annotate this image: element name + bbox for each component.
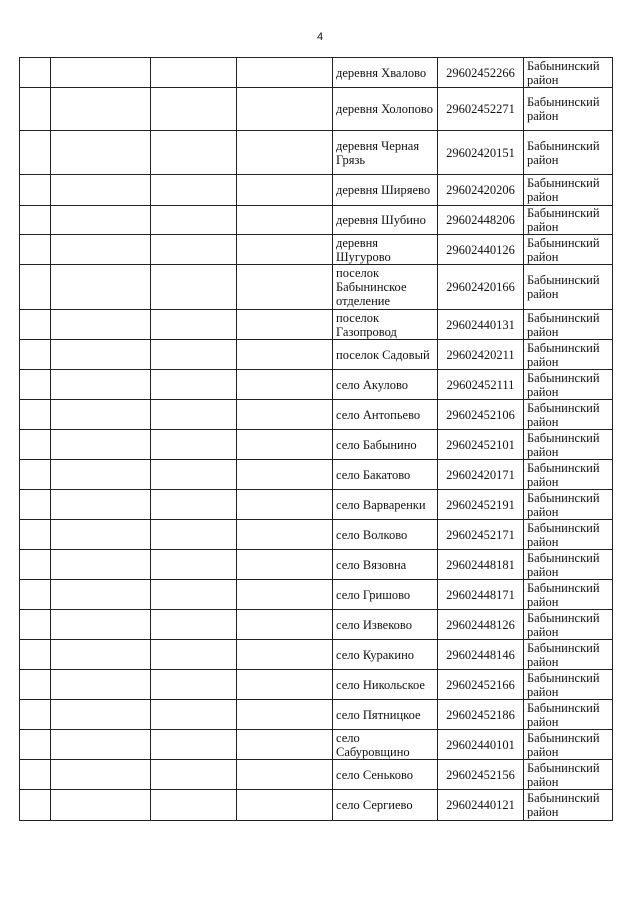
empty-cell (20, 640, 51, 670)
empty-cell (237, 430, 333, 460)
empty-cell (237, 460, 333, 490)
oktmo-code-cell: 29602452106 (438, 400, 524, 430)
oktmo-code-cell: 29602420211 (438, 340, 524, 370)
district-cell: Бабынинский район (524, 790, 613, 821)
empty-cell (237, 550, 333, 580)
district-cell: Бабынинский район (524, 58, 613, 88)
empty-cell (51, 490, 151, 520)
empty-cell (151, 175, 237, 206)
settlement-name-cell: село Бабынино (333, 430, 438, 460)
district-cell: Бабынинский район (524, 460, 613, 490)
table-row (20, 580, 613, 610)
empty-cell (237, 310, 333, 340)
empty-cell (237, 370, 333, 400)
empty-cell (237, 265, 333, 310)
empty-cell (20, 175, 51, 206)
empty-cell (20, 235, 51, 265)
empty-cell (20, 430, 51, 460)
empty-cell (151, 760, 237, 790)
empty-cell (51, 175, 151, 206)
empty-cell (151, 610, 237, 640)
empty-cell (51, 400, 151, 430)
table-row (20, 265, 613, 310)
oktmo-code-cell: 29602448181 (438, 550, 524, 580)
empty-cell (237, 730, 333, 760)
district-cell: Бабынинский район (524, 520, 613, 550)
district-cell: Бабынинский район (524, 430, 613, 460)
empty-cell (20, 265, 51, 310)
empty-cell (20, 400, 51, 430)
district-cell: Бабынинский район (524, 265, 613, 310)
district-cell: Бабынинский район (524, 700, 613, 730)
table-row (20, 730, 613, 760)
empty-cell (51, 790, 151, 821)
empty-cell (20, 460, 51, 490)
empty-cell (151, 790, 237, 821)
page-number: 4 (316, 31, 324, 43)
empty-cell (151, 235, 237, 265)
table-row (20, 206, 613, 235)
district-cell: Бабынинский район (524, 370, 613, 400)
empty-cell (20, 670, 51, 700)
empty-cell (151, 550, 237, 580)
settlement-name-cell: деревня Холопово (333, 88, 438, 131)
empty-cell (237, 400, 333, 430)
oktmo-code-cell: 29602448146 (438, 640, 524, 670)
table-row (20, 640, 613, 670)
table-row (20, 430, 613, 460)
district-cell: Бабынинский район (524, 730, 613, 760)
empty-cell (51, 430, 151, 460)
table-row (20, 131, 613, 175)
empty-cell (20, 58, 51, 88)
district-cell: Бабынинский район (524, 580, 613, 610)
empty-cell (237, 490, 333, 520)
oktmo-code-cell: 29602452271 (438, 88, 524, 131)
empty-cell (151, 490, 237, 520)
settlement-name-cell: село Извеково (333, 610, 438, 640)
oktmo-code-cell: 29602452101 (438, 430, 524, 460)
table-row (20, 400, 613, 430)
table-row (20, 310, 613, 340)
empty-cell (51, 670, 151, 700)
oktmo-code-cell: 29602440126 (438, 235, 524, 265)
table-row (20, 760, 613, 790)
table-row (20, 370, 613, 400)
oktmo-code-cell: 29602452266 (438, 58, 524, 88)
district-cell: Бабынинский район (524, 670, 613, 700)
empty-cell (51, 235, 151, 265)
empty-cell (51, 265, 151, 310)
settlement-name-cell: поселок Бабынинское отделение (333, 265, 438, 310)
empty-cell (237, 580, 333, 610)
empty-cell (151, 206, 237, 235)
district-cell: Бабынинский район (524, 131, 613, 175)
empty-cell (51, 760, 151, 790)
empty-cell (20, 760, 51, 790)
district-cell: Бабынинский район (524, 640, 613, 670)
empty-cell (20, 700, 51, 730)
oktmo-code-cell: 29602420171 (438, 460, 524, 490)
table-row (20, 490, 613, 520)
table-body (20, 58, 613, 821)
empty-cell (237, 610, 333, 640)
oktmo-code-cell: 29602448171 (438, 580, 524, 610)
empty-cell (51, 310, 151, 340)
table-row (20, 175, 613, 206)
district-cell: Бабынинский район (524, 490, 613, 520)
table-row (20, 58, 613, 88)
empty-cell (151, 400, 237, 430)
empty-cell (151, 370, 237, 400)
settlement-name-cell: село Сергиево (333, 790, 438, 821)
empty-cell (20, 206, 51, 235)
empty-cell (237, 790, 333, 821)
empty-cell (151, 520, 237, 550)
empty-cell (237, 670, 333, 700)
oktmo-code-cell: 29602452156 (438, 760, 524, 790)
settlement-name-cell: село Сабуровщино (333, 730, 438, 760)
empty-cell (51, 550, 151, 580)
settlement-name-cell: село Акулово (333, 370, 438, 400)
district-cell: Бабынинский район (524, 610, 613, 640)
empty-cell (51, 460, 151, 490)
empty-cell (151, 310, 237, 340)
empty-cell (237, 640, 333, 670)
settlement-name-cell: деревня Шугурово (333, 235, 438, 265)
empty-cell (20, 730, 51, 760)
district-cell: Бабынинский район (524, 400, 613, 430)
empty-cell (51, 131, 151, 175)
table-row (20, 88, 613, 131)
oktmo-code-cell: 29602452186 (438, 700, 524, 730)
empty-cell (237, 235, 333, 265)
table-row (20, 790, 613, 821)
empty-cell (237, 175, 333, 206)
settlement-name-cell: село Антопьево (333, 400, 438, 430)
empty-cell (20, 88, 51, 131)
empty-cell (51, 580, 151, 610)
settlement-name-cell: село Вязовна (333, 550, 438, 580)
empty-cell (237, 88, 333, 131)
empty-cell (51, 640, 151, 670)
empty-cell (151, 430, 237, 460)
table-row (20, 520, 613, 550)
table-row (20, 670, 613, 700)
settlement-name-cell: село Гришово (333, 580, 438, 610)
settlement-name-cell: село Пятницкое (333, 700, 438, 730)
empty-cell (237, 700, 333, 730)
empty-cell (20, 580, 51, 610)
empty-cell (20, 790, 51, 821)
empty-cell (151, 580, 237, 610)
oktmo-code-cell: 29602440121 (438, 790, 524, 821)
settlement-name-cell: село Варваренки (333, 490, 438, 520)
empty-cell (20, 520, 51, 550)
empty-cell (20, 490, 51, 520)
settlement-name-cell: село Волково (333, 520, 438, 550)
empty-cell (151, 460, 237, 490)
settlement-name-cell: поселок Газопровод (333, 310, 438, 340)
empty-cell (151, 340, 237, 370)
empty-cell (20, 310, 51, 340)
empty-cell (51, 610, 151, 640)
empty-cell (51, 88, 151, 131)
empty-cell (20, 340, 51, 370)
settlement-name-cell: село Сеньково (333, 760, 438, 790)
settlement-name-cell: село Куракино (333, 640, 438, 670)
empty-cell (237, 520, 333, 550)
empty-cell (51, 58, 151, 88)
empty-cell (20, 131, 51, 175)
empty-cell (51, 700, 151, 730)
settlement-name-cell: деревня Черная Грязь (333, 131, 438, 175)
empty-cell (237, 58, 333, 88)
settlement-name-cell: деревня Ширяево (333, 175, 438, 206)
district-cell: Бабынинский район (524, 550, 613, 580)
oktmo-code-cell: 29602420206 (438, 175, 524, 206)
oktmo-code-cell: 29602448206 (438, 206, 524, 235)
district-cell: Бабынинский район (524, 206, 613, 235)
district-cell: Бабынинский район (524, 340, 613, 370)
oktmo-code-cell: 29602452111 (438, 370, 524, 400)
oktmo-code-cell: 29602452191 (438, 490, 524, 520)
settlement-name-cell: деревня Хвалово (333, 58, 438, 88)
oktmo-code-cell: 29602452166 (438, 670, 524, 700)
empty-cell (151, 730, 237, 760)
table-row (20, 610, 613, 640)
oktmo-code-cell: 29602452171 (438, 520, 524, 550)
empty-cell (20, 550, 51, 580)
oktmo-code-cell: 29602420166 (438, 265, 524, 310)
settlement-name-cell: поселок Садовый (333, 340, 438, 370)
table-row (20, 235, 613, 265)
empty-cell (237, 760, 333, 790)
table-row (20, 460, 613, 490)
district-cell: Бабынинский район (524, 760, 613, 790)
empty-cell (51, 206, 151, 235)
oktmo-code-cell: 29602448126 (438, 610, 524, 640)
empty-cell (151, 670, 237, 700)
settlement-name-cell: село Бакатово (333, 460, 438, 490)
empty-cell (151, 58, 237, 88)
empty-cell (151, 131, 237, 175)
settlements-table (19, 57, 613, 821)
table-row (20, 700, 613, 730)
oktmo-code-cell: 29602440101 (438, 730, 524, 760)
oktmo-code-cell: 29602440131 (438, 310, 524, 340)
district-cell: Бабынинский район (524, 175, 613, 206)
empty-cell (20, 370, 51, 400)
settlement-name-cell: село Никольское (333, 670, 438, 700)
table-row (20, 550, 613, 580)
empty-cell (237, 131, 333, 175)
table-row (20, 340, 613, 370)
empty-cell (151, 700, 237, 730)
empty-cell (20, 610, 51, 640)
empty-cell (237, 340, 333, 370)
oktmo-code-cell: 29602420151 (438, 131, 524, 175)
empty-cell (51, 370, 151, 400)
district-cell: Бабынинский район (524, 235, 613, 265)
empty-cell (51, 520, 151, 550)
empty-cell (151, 640, 237, 670)
empty-cell (151, 265, 237, 310)
district-cell: Бабынинский район (524, 310, 613, 340)
empty-cell (151, 88, 237, 131)
empty-cell (237, 206, 333, 235)
district-cell: Бабынинский район (524, 88, 613, 131)
empty-cell (51, 340, 151, 370)
settlement-name-cell: деревня Шубино (333, 206, 438, 235)
empty-cell (51, 730, 151, 760)
